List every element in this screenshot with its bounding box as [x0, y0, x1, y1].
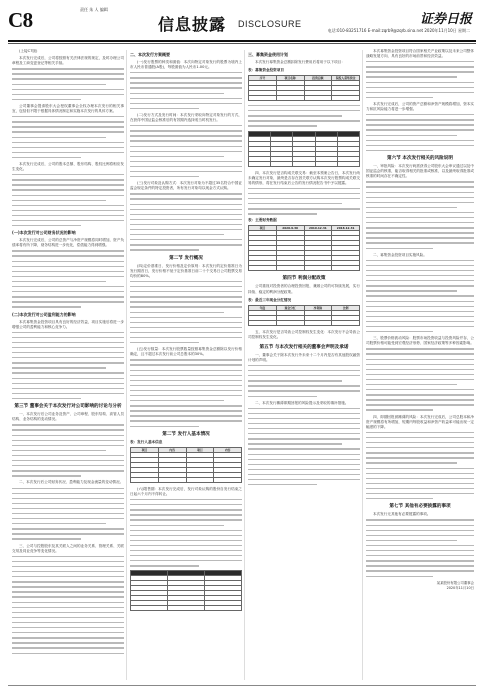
text-block — [366, 181, 474, 249]
paragraph: 四、即期回报被摊薄的风险：本次发行完成后，公司总股本和净资产规模将有所增加，短期内每股收益和净资产收益率可能出现一定幅度的下降。 — [366, 414, 474, 429]
column-1 — [12, 49, 124, 681]
paragraph: (三)发行对象及认购方式：本次发行对象为不超过35名符合中国证监会规定条件的特定投资者，所有发行对象均以现金方式认购。 — [130, 181, 242, 191]
paragraph: 本次募集资金投资项目具有良好的经济效益，项目实施后将进一步增强公司的盈利能力和核心竞争力。 — [12, 319, 124, 329]
column-divider — [244, 50, 245, 680]
section-heading: 第四节 利润分配政策 — [282, 276, 326, 282]
section-heading: 第三节 董事会关于本次发行对公司影响的讨论与分析 — [14, 404, 122, 410]
dividend-table — [248, 305, 360, 326]
paragraph: 本次发行完成后，公司将按照有关法律法规的规定，及时办理公司章程及工商变更登记等相关手续。 — [12, 56, 124, 66]
header-rule-thick — [8, 40, 476, 42]
paragraph: 四、本次发行是否构成关联交易：截至本预案公告日，本次发行尚未确定发行对象，最终是否存在因关联方认购本次发行股票构成关联交易的情形，将在发行结束后公告的发行情况报告书中予以披露。 — [248, 170, 360, 185]
paragraph: 本次发行无其他有必要披露的事项。 — [373, 512, 431, 517]
data-table — [248, 131, 360, 167]
paragraph: (一)发行股票的种类和面值：本次向特定对象发行的股票为境内上市人民币普通股(A股)，每股面值为人民币1.00元。 — [130, 60, 242, 70]
masthead — [8, 6, 476, 38]
signature-company: 某某股份有限公司董事会 — [436, 580, 474, 585]
table-row — [131, 477, 242, 482]
text-block — [130, 72, 242, 109]
paragraph: 三、股票价格波动风险：股票市场投资收益与投资风险并存，公司股票价格可能受到宏观经济形势、国家经济政策等多种因素影响。 — [366, 336, 474, 346]
text-block — [12, 488, 124, 540]
text-block — [12, 250, 124, 307]
paragraph: 本次发行完成后，公司的总资产与净资产规模将同时增加，资产负债率将有所下降，财务结构进一步优化，偿债能力得到增强。 — [12, 238, 124, 248]
section-heading: 第二节 发行人基本情况 — [162, 431, 210, 437]
paragraph: 本次发行完成后，公司的股本总额、股东结构、股权比例将相应发生变化。 — [12, 161, 124, 172]
table-row — [249, 161, 360, 166]
table-row — [249, 96, 360, 101]
page-number: C8 — [8, 8, 33, 32]
text-block — [130, 359, 242, 427]
table-title: 表：发行人基本信息 — [130, 439, 163, 444]
subheading: (二)本次发行对公司盈利能力的影响 — [12, 311, 76, 317]
text-block — [366, 260, 474, 333]
table-header-cell: 净利润 — [304, 305, 332, 310]
text-block — [248, 365, 360, 397]
table-header-cell: 投资总额 — [304, 76, 332, 81]
fund-use-table — [248, 75, 360, 101]
paragraph: 五、本次发行是否导致公司控制权发生变化：本次发行不会导致公司控制权发生变化。 — [248, 329, 360, 339]
table-title: 表：募集资金投资项目 — [248, 68, 284, 73]
table-row — [249, 266, 360, 271]
table-header-cell: 项目 — [249, 226, 277, 231]
paragraph: (五)发行数量：本次发行股票数量按照募集资金总额除以发行价格确定，且不超过本次发行前公司总股本的30%。 — [130, 347, 242, 357]
paragraph: 二、本次发行摊薄即期回报的风险提示及采取的填补措施。 — [255, 400, 349, 405]
paragraph: 二、募集资金投资项目实施风险。 — [373, 252, 427, 257]
text-block — [12, 174, 124, 226]
text-block — [366, 61, 474, 98]
signature-block — [366, 581, 474, 591]
table-row — [131, 606, 242, 611]
section-heading: 第五节 与本次发行相关的董事会声明及承诺 — [259, 344, 349, 350]
text-block — [130, 193, 242, 250]
text-block — [12, 424, 124, 476]
paragraph: 本次发行募集资金总额扣除发行费用后将用于以下项目： — [255, 60, 345, 64]
table-header-cell: 项目 — [186, 447, 214, 452]
table-header-cell: 比例 — [332, 305, 360, 310]
financial-data-table — [248, 225, 360, 271]
section-subtitle: DISCLOSURE — [238, 19, 302, 29]
text-block — [366, 348, 474, 410]
table-header-cell: 项目名称 — [276, 76, 304, 81]
table-header-cell: 年度 — [249, 305, 277, 310]
issuer-info-table — [130, 447, 242, 483]
text-block — [12, 116, 124, 158]
table-title: 表：最近三年现金分红情况 — [248, 297, 292, 302]
subheading: (一)本次发行对公司财务状况的影响 — [12, 230, 76, 236]
paragraph: 本次募集资金投资项目符合国家相关产业政策以及未来公司整体战略发展方向，具有良好的市场前景和经济效益。 — [366, 49, 474, 59]
paragraph: (二)发行方式及发行时间：本次发行采取向特定对象发行的方式，在获得中国证监会核准后的有效期内选择适当时机发行。 — [130, 112, 242, 123]
section-title: 信息披露 — [158, 15, 227, 34]
paragraph: (四)定价基准日、发行价格及定价原则：本次发行的定价基准日为发行期首日，发行价格不低于定价基准日前二十个交易日公司股票交易均价的80%。 — [130, 263, 242, 278]
paragraph: 一、本次发行后公司业务及资产、公司章程、股东结构、高管人员结构、业务结构的变动情况。 — [12, 412, 124, 422]
text-block — [12, 556, 124, 654]
text-block — [130, 125, 242, 177]
subheading: 二、本次发行方案概要 — [130, 52, 170, 57]
table-header-cell: 2020.9.30 — [276, 226, 304, 231]
text-block — [130, 499, 242, 567]
text-block — [248, 105, 360, 127]
text-block — [12, 332, 124, 400]
table-header-cell: 2018.12.31 — [332, 226, 360, 231]
section-heading: 第六节 本次发行相关的风险说明 — [387, 156, 453, 162]
paragraph: (六)限售期：本次发行完成后，发行对象认购的股份自发行结束之日起六个月内不得转让。 — [130, 486, 242, 496]
table-header-cell: 序号 — [249, 76, 277, 81]
paragraph: 三、公司与控股股东及其关联人之间的业务关系、管理关系、关联交易及同业竞争等变化情况。 — [12, 543, 124, 553]
paragraph: 一、董事会关于除本次发行外未来十二个月内是否有其他股权融资计划的声明。 — [248, 352, 360, 362]
newspaper-logo: 证券日报 — [419, 12, 472, 27]
paragraph: 一、审批风险：本次发行尚需获得公司股东大会审议通过以及中国证监会的核准，能否取得相关的批准或核准，以及最终取得批准或核准的时间存在不确定性。 — [366, 164, 474, 179]
text-block — [12, 68, 124, 100]
table-header-cell: 2019.12.31 — [304, 226, 332, 231]
editor-line: 责任 朱 人 编辑 — [80, 7, 108, 12]
paragraph: 本次发行完成后，公司的资产总额和净资产规模将增加，资本实力和抗风险能力将进一步增强。 — [366, 101, 474, 112]
paragraph: (上接C7版) — [19, 49, 38, 53]
table-title: 表：主要财务数据 — [248, 218, 277, 223]
table-header-cell: 项目 — [131, 447, 159, 452]
column-4 — [366, 49, 474, 681]
column-divider — [362, 50, 363, 680]
contact-line: 电话:010-83251716 E-mail:zqrb9@zqrb.sina.net 2020年11月10日 星期二 — [327, 28, 470, 33]
column-divider — [126, 50, 127, 680]
section-heading: 第二节 发行概况 — [169, 255, 203, 261]
table-header-cell: 拟投入募集资金 — [332, 76, 360, 81]
text-block — [248, 408, 360, 486]
text-block — [248, 188, 360, 215]
section-heading: 第七节 其他有必要披露的事项 — [389, 504, 451, 510]
header-rule-thin — [8, 43, 476, 44]
text-block — [366, 114, 474, 151]
table-header-cell: 内容 — [158, 447, 186, 452]
subheading: 三、募集资金使用计划 — [248, 52, 288, 57]
text-block — [130, 281, 242, 343]
paragraph: 二、本次发行后公司财务状况、盈利能力及现金流量的变动情况。 — [19, 480, 124, 485]
table-header-cell: 内容 — [214, 447, 242, 452]
table-header-cell: 现金分红 — [276, 305, 304, 310]
paragraph: 公司重视对投资者的合理投资回报，兼顾公司的可持续发展，实行持续、稳定的利润分配政策。 — [248, 284, 360, 294]
data-table — [130, 570, 242, 611]
text-block — [366, 519, 474, 576]
text-block — [366, 432, 474, 500]
paragraph: 公司董事会提请股东大会授权董事会全权办理本次发行的相关事宜，包括但不限于根据具体情况制定和实施本次发行的具体方案。 — [12, 103, 124, 114]
signature-date: 2020年11月10日 — [446, 585, 474, 590]
table-row — [249, 320, 360, 325]
footer-rule — [8, 685, 476, 686]
column-3 — [248, 49, 360, 681]
column-2 — [130, 49, 242, 681]
